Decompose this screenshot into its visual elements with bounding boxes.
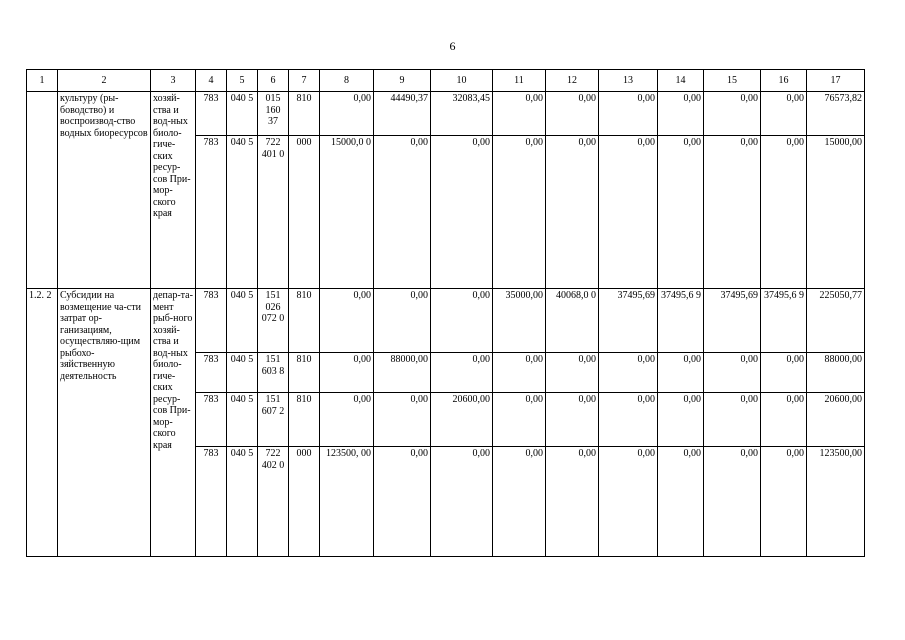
- type-cell: 000: [289, 136, 320, 289]
- amount-cell: 35000,00: [493, 289, 546, 353]
- section-cell: 040 5: [227, 393, 258, 447]
- type-cell: 810: [289, 92, 320, 136]
- amount-cell: 0,00: [704, 92, 761, 136]
- amount-cell: 37495,6 9: [658, 289, 704, 353]
- item-number-cell: [27, 92, 58, 289]
- amount-cell: 0,00: [546, 447, 599, 557]
- amount-cell: 88000,00: [374, 353, 431, 393]
- column-header-3: 3: [151, 70, 196, 92]
- amount-cell: 0,00: [599, 353, 658, 393]
- amount-cell: 0,00: [761, 136, 807, 289]
- amount-cell: 0,00: [546, 136, 599, 289]
- table-row: [27, 289, 865, 353]
- budget-table: [26, 69, 865, 557]
- amount-cell: 0,00: [658, 92, 704, 136]
- amount-cell: 0,00: [431, 136, 493, 289]
- amount-cell: 0,00: [658, 136, 704, 289]
- column-header-1: 1: [27, 70, 58, 92]
- amount-cell: 20600,00: [431, 393, 493, 447]
- column-header-8: 8: [320, 70, 374, 92]
- type-cell: 810: [289, 353, 320, 393]
- column-header-14: 14: [658, 70, 704, 92]
- amount-cell: 0,00: [493, 136, 546, 289]
- amount-cell: 0,00: [658, 353, 704, 393]
- code-cell: 783: [196, 92, 227, 136]
- amount-cell: 37495,69: [704, 289, 761, 353]
- amount-cell: 0,00: [599, 136, 658, 289]
- column-header-7: 7: [289, 70, 320, 92]
- column-header-17: 17: [807, 70, 865, 92]
- code-cell: 783: [196, 353, 227, 393]
- amount-cell: 0,00: [431, 447, 493, 557]
- amount-cell: 0,00: [493, 353, 546, 393]
- amount-cell: 44490,37: [374, 92, 431, 136]
- column-header-15: 15: [704, 70, 761, 92]
- amount-cell: 0,00: [704, 393, 761, 447]
- amount-cell: 0,00: [761, 92, 807, 136]
- executor-cell: депар-та-мент рыб-ного хозяй-ства и вод-ных биоло-гиче-ских ресур-сов При-мор-ского края: [151, 289, 196, 557]
- type-cell: 810: [289, 393, 320, 447]
- section-cell: 040 5: [227, 447, 258, 557]
- amount-cell: 0,00: [761, 447, 807, 557]
- item-name-cell: культуру (ры-боводство) и воспроизвод-ство водных биоресурсов: [58, 92, 151, 289]
- code-cell: 783: [196, 136, 227, 289]
- amount-cell: 15000,0 0: [320, 136, 374, 289]
- amount-cell: 0,00: [493, 92, 546, 136]
- column-header-16: 16: [761, 70, 807, 92]
- table-row: [27, 92, 865, 136]
- amount-cell: 0,00: [704, 447, 761, 557]
- amount-cell: 0,00: [431, 289, 493, 353]
- header-row: [27, 70, 865, 92]
- column-header-5: 5: [227, 70, 258, 92]
- amount-cell: 123500,00: [807, 447, 865, 557]
- amount-cell: 0,00: [704, 353, 761, 393]
- amount-cell: 0,00: [546, 353, 599, 393]
- column-header-13: 13: [599, 70, 658, 92]
- column-header-12: 12: [546, 70, 599, 92]
- amount-cell: 0,00: [599, 92, 658, 136]
- amount-cell: 0,00: [658, 447, 704, 557]
- article-cell: 151 607 2: [258, 393, 289, 447]
- amount-cell: 0,00: [493, 447, 546, 557]
- amount-cell: 15000,00: [807, 136, 865, 289]
- amount-cell: 37495,6 9: [761, 289, 807, 353]
- code-cell: 783: [196, 393, 227, 447]
- column-header-9: 9: [374, 70, 431, 92]
- amount-cell: 0,00: [374, 447, 431, 557]
- article-cell: 015 160 37: [258, 92, 289, 136]
- section-cell: 040 5: [227, 92, 258, 136]
- column-header-2: 2: [58, 70, 151, 92]
- amount-cell: 0,00: [374, 136, 431, 289]
- amount-cell: 0,00: [546, 92, 599, 136]
- article-cell: 722 402 0: [258, 447, 289, 557]
- section-cell: 040 5: [227, 136, 258, 289]
- amount-cell: 0,00: [761, 393, 807, 447]
- article-cell: 151 026 072 0: [258, 289, 289, 353]
- amount-cell: 20600,00: [807, 393, 865, 447]
- item-number-cell: 1.2. 2: [27, 289, 58, 557]
- article-cell: 151 603 8: [258, 353, 289, 393]
- code-cell: 783: [196, 447, 227, 557]
- amount-cell: 0,00: [431, 353, 493, 393]
- amount-cell: 0,00: [320, 92, 374, 136]
- amount-cell: 32083,45: [431, 92, 493, 136]
- code-cell: 783: [196, 289, 227, 353]
- amount-cell: 37495,69: [599, 289, 658, 353]
- amount-cell: 0,00: [761, 353, 807, 393]
- column-header-10: 10: [431, 70, 493, 92]
- amount-cell: 0,00: [546, 393, 599, 447]
- column-header-4: 4: [196, 70, 227, 92]
- column-header-11: 11: [493, 70, 546, 92]
- amount-cell: 0,00: [493, 393, 546, 447]
- page-number: 6: [449, 39, 456, 53]
- article-cell: 722 401 0: [258, 136, 289, 289]
- amount-cell: 0,00: [374, 393, 431, 447]
- amount-cell: 0,00: [599, 393, 658, 447]
- amount-cell: 0,00: [658, 393, 704, 447]
- amount-cell: 76573,82: [807, 92, 865, 136]
- amount-cell: 40068,0 0: [546, 289, 599, 353]
- amount-cell: 0,00: [320, 393, 374, 447]
- section-cell: 040 5: [227, 289, 258, 353]
- amount-cell: 225050,77: [807, 289, 865, 353]
- column-header-6: 6: [258, 70, 289, 92]
- amount-cell: 0,00: [374, 289, 431, 353]
- amount-cell: 123500, 00: [320, 447, 374, 557]
- amount-cell: 0,00: [320, 353, 374, 393]
- amount-cell: 0,00: [599, 447, 658, 557]
- item-name-cell: Субсидии на возмещение ча-сти затрат ор-ганизациям, осуществляю-щим рыбохо-зяйственную деятельность: [58, 289, 151, 557]
- type-cell: 000: [289, 447, 320, 557]
- amount-cell: 0,00: [704, 136, 761, 289]
- amount-cell: 0,00: [320, 289, 374, 353]
- section-cell: 040 5: [227, 353, 258, 393]
- executor-cell: хозяй-ства и вод-ных биоло-гиче-ских ресур-сов При-мор-ского края: [151, 92, 196, 289]
- type-cell: 810: [289, 289, 320, 353]
- amount-cell: 88000,00: [807, 353, 865, 393]
